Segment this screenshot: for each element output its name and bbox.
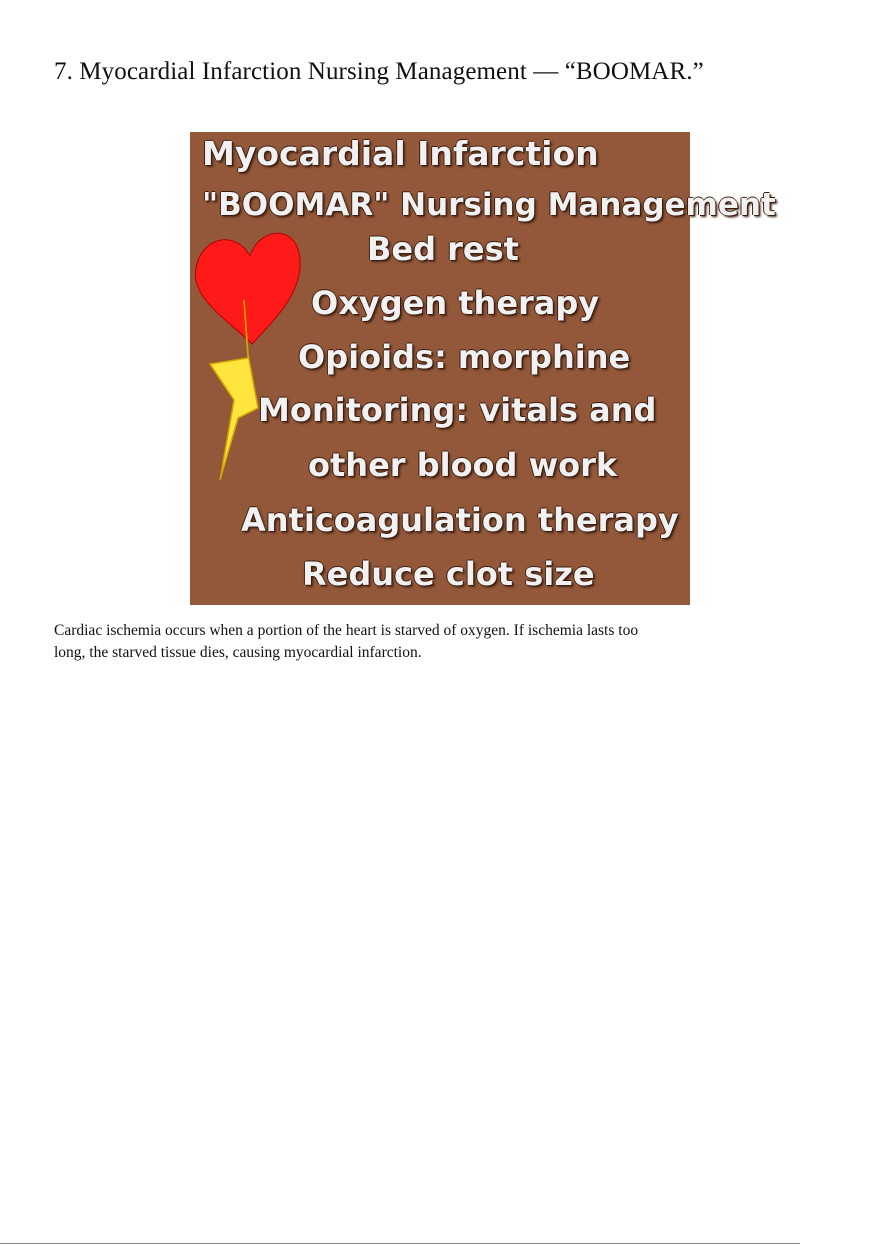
poster-item-oxygen: Oxygen therapy bbox=[311, 284, 600, 322]
poster-item-anticoagulation: Anticoagulation therapy bbox=[241, 501, 679, 539]
poster-title: Myocardial Infarction bbox=[202, 134, 599, 173]
poster-item-monitoring: Monitoring: vitals and bbox=[258, 391, 657, 429]
boomar-poster-image bbox=[190, 132, 776, 605]
page-title: 7. Myocardial Infarction Nursing Management — “BOOMAR.” bbox=[54, 58, 704, 85]
poster-item-opioids: Opioids: morphine bbox=[298, 338, 631, 376]
poster-item-blood-work: other blood work bbox=[308, 446, 618, 484]
poster-item-bed-rest: Bed rest bbox=[367, 230, 519, 268]
caption-paragraph: Cardiac ischemia occurs when a portion of the heart is starved of oxygen. If ischemia lasts too long, the starved tissue dies, causing myocardial infarction. bbox=[54, 622, 639, 661]
poster-item-reduce-clot: Reduce clot size bbox=[302, 555, 595, 593]
poster-subtitle: "BOOMAR" Nursing Management bbox=[202, 187, 776, 223]
heart-icon bbox=[195, 233, 300, 344]
footer-divider bbox=[0, 1243, 800, 1244]
